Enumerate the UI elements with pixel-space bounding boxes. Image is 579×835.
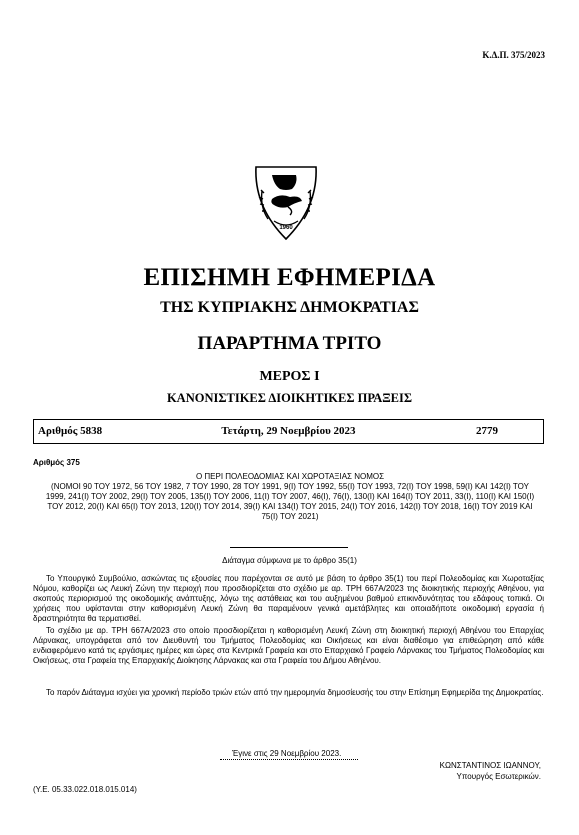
gazette-title: ΕΠΙΣΗΜΗ ΕΦΗΜΕΡΙΔΑ — [143, 264, 436, 291]
supplement-title: ΠΑΡΑΡΤΗΜΑ ΤΡΙΤΟ — [197, 333, 382, 354]
paragraph: Το Υπουργικό Συμβούλιο, ασκώντας τις εξουσίες που παρέχονται σε αυτό με βάση το άρθρο 35(1) του περί Πολεοδομίας και Χωροταξίας Νόμου, καθορίζει ως Λευκή Ζώνη την περιοχή που προσδιορίζεται στο σχέδιο με αρ. ΤΡΗ 667Α/2023 της διοικητικής περιοχής Αθηένου, για σκοπούς περιορισμού της οικοδομικής ανάπτυξης, λόγω της αστάθειας και του αυξημένου βαθμού επικινδυνότητας του εδάφους τοπικά. Οι χρήσεις που υφίστανται στην καθορισμένη Λευκή Ζώνη θα παραμένουν γενικά αμετάβλητες και οποιαδήποτε οικοδομική εργασία ή δραστηριότητα θα τερματισθεί. — [33, 574, 544, 623]
section-title: ΚΑΝΟΝΙΣΤΙΚΕΣ ΔΙΟΙΚΗΤΙΚΕΣ ΠΡΑΞΕΙΣ — [166, 391, 413, 405]
gazette-subtitle: ΤΗΣ ΚΥΠΡΙΑΚΗΣ ΔΗΜΟΚΡΑΤΙΑΣ — [160, 299, 419, 316]
paragraph: Το παρόν Διάταγμα ισχύει για χρονική περίοδο τριών ετών από την ημερομηνία δημοσίευσής του στην Επίσημη Εφημερίδα της Δημοκρατίας. — [46, 688, 544, 697]
regulation-number: Κ.Δ.Π. 375/2023 — [482, 50, 545, 60]
law-list: (ΝΟΜΟΙ 90 ΤΟΥ 1972, 56 ΤΟΥ 1982, 7 ΤΟΥ 1990, 28 ΤΟΥ 1991, 9(Ι) ΤΟΥ 1992, 55(Ι) ΤΟΥ 1993, 72(Ι) ΤΟΥ 1998, 59(Ι) ΚΑΙ 142(Ι) ΤΟΥ 1999, 241(Ι) ΤΟΥ 2002, 29(Ι) ΤΟΥ 2005, 135(Ι) ΤΟΥ 2006, 11(Ι) ΤΟΥ 2007, 46(Ι), 76(Ι), 130(Ι) ΚΑΙ 164(Ι) ΤΟΥ 2011, 33(Ι), 110(Ι) ΚΑΙ 150(Ι) ΤΟΥ 2012, 20(Ι) ΚΑΙ 65(Ι) ΤΟΥ 2013, 120(Ι) ΤΟΥ 2014, 39(Ι) ΚΑΙ 134(Ι) ΤΟΥ 2015, 24(Ι) ΤΟΥ 2016, 142(Ι) ΤΟΥ 2018, 16(Ι) ΤΟΥ 2019 ΚΑΙ 75(Ι) ΤΟΥ 2021) — [45, 482, 535, 521]
signer-title: Υπουργός Εσωτερικών. — [456, 772, 541, 781]
decree-heading: Διάταγμα σύμφωνα με το άρθρο 35(1) — [222, 556, 357, 565]
emblem-year: 1960 — [279, 225, 293, 231]
page-number: 2779 — [476, 425, 498, 437]
cyprus-coat-of-arms-icon — [250, 163, 322, 243]
issue-number: Αριθμός 5838 — [38, 425, 103, 437]
law-title: Ο ΠΕΡΙ ΠΟΛΕΟΔΟΜΙΑΣ ΚΑΙ ΧΩΡΟΤΑΞΙΑΣ ΝΟΜΟΣ — [195, 472, 385, 481]
signer-name: ΚΩΝΣΤΑΝΤΙΝΟΣ ΙΩΑΝΝΟΥ, — [439, 761, 541, 770]
part-title: ΜΕΡΟΣ Ι — [259, 369, 320, 384]
issue-date: Τετάρτη, 29 Νοεμβρίου 2023 — [221, 425, 356, 437]
signature-block — [440, 760, 541, 782]
issue-info-box — [33, 419, 544, 444]
divider — [230, 547, 348, 548]
reference-number: (Υ.Ε. 05.33.022.018.015.014) — [33, 785, 137, 794]
issue-date-line: Έγινε στις 29 Νοεμβρίου 2023. — [232, 749, 342, 758]
dotted-divider — [220, 759, 358, 760]
document-number: Αριθμός 375 — [33, 458, 80, 467]
paragraph: Το σχέδιο με αρ. ΤΡΗ 667Α/2023 στο οποίο προσδιορίζεται η καθορισμένη Λευκή Ζώνη στη διοικητική περιοχή Αθηένου του Επαρχίας Λάρνακας, υπογράφεται από τον Διευθυντή του Τμήματος Πολεοδομίας και Οικήσεως και είναι διαθέσιμο για επιθεώρηση από κάθε ενδιαφερόμενο κατά τις εργάσιμες ημέρες και ώρες στα Κεντρικά Γραφεία και στο Επαρχιακό Γραφείο Λάρνακας του Τμήματος Πολεοδομίας και Οικήσεως, στα Γραφεία της Επαρχιακής Διοίκησης Λάρνακας και στα Γραφεία του Δήμου Αθηένου. — [33, 626, 544, 665]
